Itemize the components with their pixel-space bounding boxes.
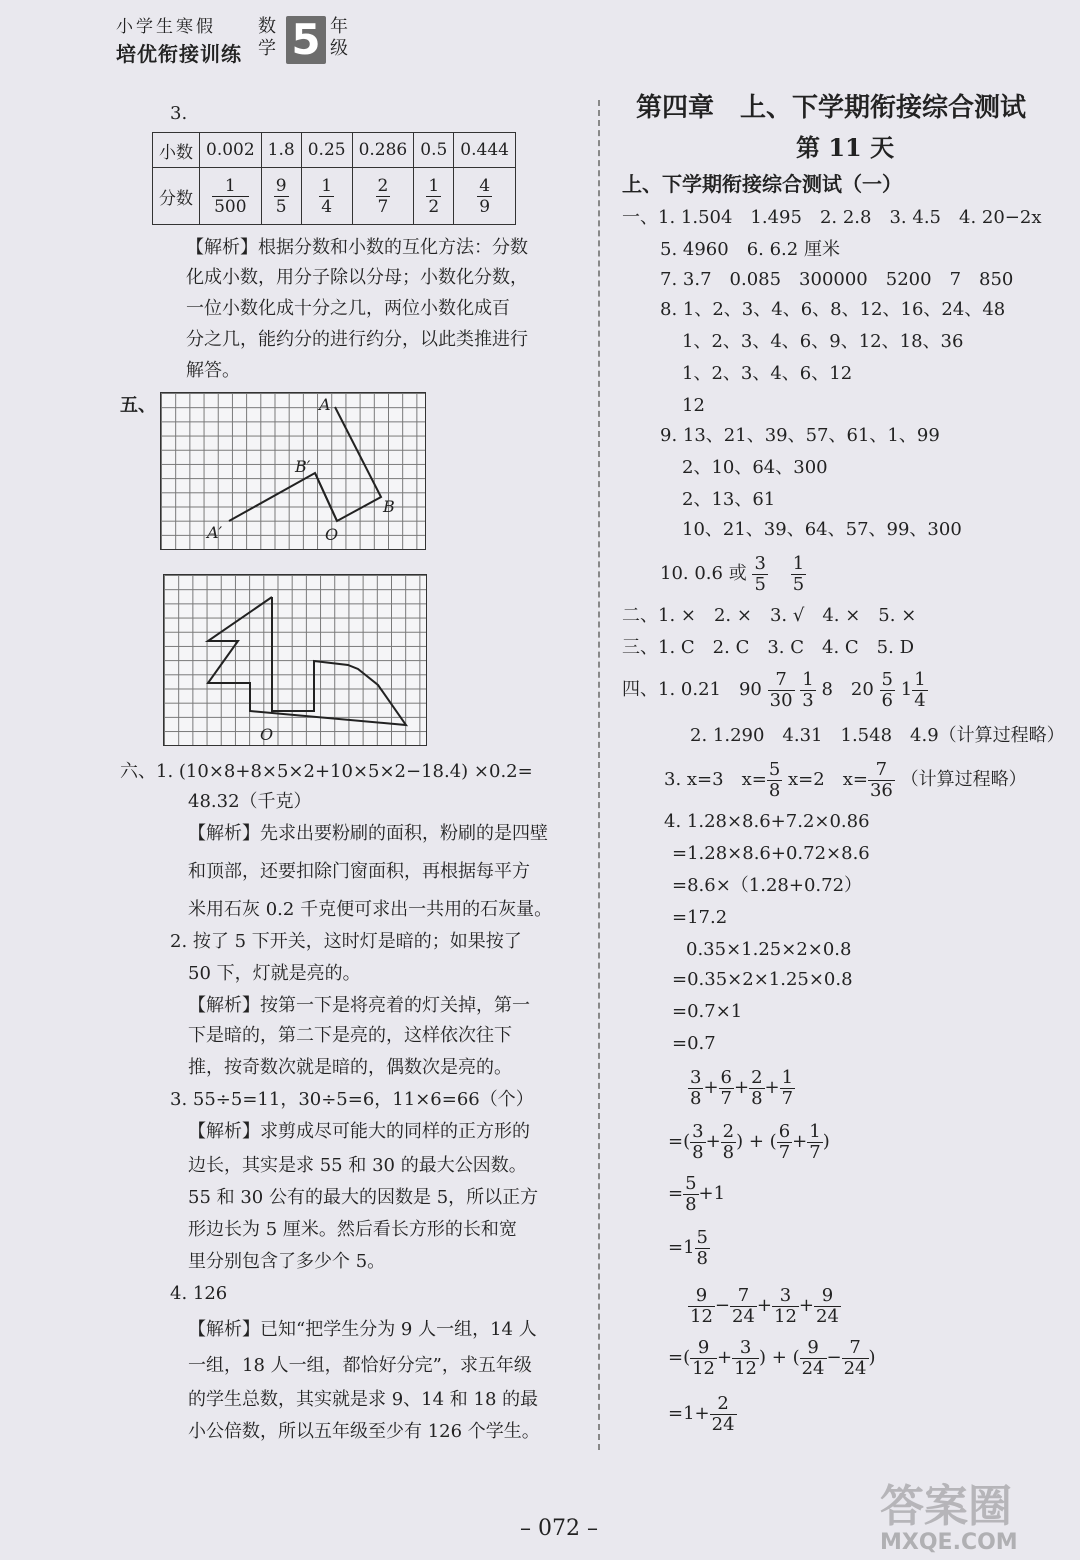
calc-line: =1.28×8.6+0.72×8.6 [672, 843, 870, 864]
watermark-bottom: MXQE.COM [880, 1530, 1018, 1555]
header-small-title: 小学生寒假 [116, 17, 216, 37]
six-line: 【解析】先求出要粉刷的面积，粉刷的是四壁 [188, 823, 548, 844]
answer-line: 12 [682, 395, 705, 416]
six-line: 【解析】求剪成尽可能大的同样的正方形的 [188, 1121, 530, 1142]
day-title: 第 11 天 [796, 133, 895, 162]
grid-figure-2 [163, 574, 427, 746]
table-cell: $\frac{2}{7}$ [352, 168, 414, 225]
answer-q10: 10. 0.6 或 $\frac{3}{5}$ $\frac{1}{5}$ [660, 552, 805, 595]
calc-line: =0.7 [672, 1033, 716, 1054]
grid-figure-1 [160, 392, 426, 550]
answer-line: 1、2、3、4、6、12 [682, 363, 853, 384]
six-line: 2. 按了 5 下开关，这时灯是暗的；如果按了 [170, 931, 522, 952]
table-cell: $\frac{1}{4}$ [301, 168, 352, 225]
six-line: 米用石灰 0.2 千克便可求出一共用的石灰量。 [188, 899, 553, 920]
shape-figure [164, 575, 426, 745]
six-line: 50 下，灯就是亮的。 [188, 963, 361, 984]
section-five-label: 五、 [120, 395, 156, 416]
watermark-logo [880, 1470, 1070, 1555]
answer-section-four-1: 四、1. 0.21 90 $\frac{7}{30}$ $\frac{1}{3}$ 8 20 $\frac{5}{6}$ 1 $\frac{1}{4}$ [622, 668, 926, 711]
answer-line: 2、13、61 [682, 489, 776, 510]
point-o2-label: O [260, 725, 274, 744]
section-title: 上、下学期衔接综合测试（一） [622, 172, 902, 196]
answer-section-three: 三、1. C 2. C 3. C 4. C 5. D [622, 637, 914, 658]
table-cell: 分数 [153, 168, 200, 225]
answer-line: 9. 13、21、39、57、61、1、99 [660, 425, 940, 446]
header-grade-number: 5 [286, 16, 326, 64]
six-line: 边长，其实是求 55 和 30 的最大公因数。 [188, 1155, 527, 1176]
explain-line: 【解析】根据分数和小数的互化方法：分数 [186, 237, 528, 258]
fraction-expr-7: =1+ $\frac{2}{24}$ [668, 1392, 735, 1435]
six-line: 小公倍数，所以五年级至少有 126 个学生。 [188, 1421, 540, 1442]
answer-line: 1、2、3、4、6、9、12、18、36 [682, 331, 964, 352]
explain-line: 分之几，能约分的进行约分，以此类推进行 [186, 329, 528, 350]
table-cell: $\frac{9}{5}$ [261, 168, 301, 225]
table-cell: 小数 [153, 133, 200, 168]
fraction-expr-4: =1 $\frac{5}{8}$ [668, 1226, 708, 1269]
table-cell: $\frac{4}{9}$ [454, 168, 516, 225]
calc-line: =17.2 [672, 907, 728, 928]
point-bprime-label: B′ [295, 457, 311, 476]
calc-line: 4. 1.28×8.6+7.2×0.86 [664, 811, 870, 832]
answer-section-two: 二、1. × 2. × 3. √ 4. × 5. × [622, 605, 917, 626]
table-cell: 0.286 [352, 133, 414, 168]
six-line: 【解析】按第一下是将亮着的灯关掉，第一 [188, 995, 530, 1016]
fraction-expr-2: =( $\frac{3}{8}$ + $\frac{2}{8}$ ) + ( $\frac{6}{7}$ + $\frac{1}{7}$ ) [668, 1120, 830, 1163]
six-line: 的学生总数，其实就是求 9、14 和 18 的最 [188, 1389, 539, 1410]
page-number: – 072 – [520, 1516, 598, 1541]
six-line: 55 和 30 公有的最大的因数是 5，所以正方 [188, 1187, 539, 1208]
header-grade-word: 年级 [330, 16, 348, 59]
table-cell: $\frac{1}{2}$ [414, 168, 454, 225]
rotation-figure [161, 393, 425, 549]
fraction-expr-6: =( $\frac{9}{12}$ + $\frac{3}{12}$ ) + ( $\frac{9}{24}$ − $\frac{7}{24}$ ) [668, 1336, 876, 1379]
table-cell: 0.25 [301, 133, 352, 168]
table-cell: 0.5 [414, 133, 454, 168]
header-big-title: 培优衔接训练 [116, 42, 242, 66]
point-o-label: O [325, 525, 339, 544]
point-a-label: A [319, 395, 331, 414]
calc-line: 0.35×1.25×2×0.8 [686, 939, 852, 960]
six-line: 里分别包含了多少个 5。 [188, 1251, 386, 1272]
calc-line: =0.7×1 [672, 1001, 743, 1022]
book-header [112, 8, 370, 64]
answer-four-2: 2. 1.290̇ 4.31 1.548 4.9（计算过程略） [690, 725, 1065, 746]
watermark-top: 答案圈 [880, 1481, 1012, 1532]
point-aprime-label: A′ [207, 523, 223, 542]
six-line: 下是暗的，第二下是亮的，这样依次往下 [188, 1025, 512, 1046]
calc-line: =8.6×（1.28+0.72） [672, 875, 863, 896]
fraction-expr-3: = $\frac{5}{8}$ +1 [668, 1172, 726, 1215]
fraction-expr-1: $\frac{3}{8}$ + $\frac{6}{7}$ + $\frac{2}{8}$ + $\frac{1}{7}$ [690, 1066, 794, 1109]
six-line: 3. 55÷5=11，30÷5=6，11×6=66（个） [170, 1089, 534, 1110]
answer-line: 2、10、64、300 [682, 457, 828, 478]
point-b-label: B [383, 497, 395, 516]
table-cell: 1.8 [261, 133, 301, 168]
table-cell: 0.002 [200, 133, 262, 168]
decimal-fraction-table [152, 132, 516, 225]
explain-line: 一位小数化成十分之几，两位小数化成百 [186, 298, 510, 319]
answer-line: 7. 3.7 0.085 300000 5200 7 850 [660, 269, 1014, 290]
six-line: 【解析】已知“把学生分为 9 人一组，14 人 [188, 1319, 537, 1340]
table-cell: $\frac{1}{500}$ [200, 168, 262, 225]
six-line: 和顶部，还要扣除门窗面积，再根据每平方 [188, 861, 530, 882]
answer-line: 一、1. 1.504 1.495 2. 2.8 3. 4.5 4. 20−2x [622, 207, 1042, 228]
q3-label: 3. [170, 103, 188, 124]
six-line: 形边长为 5 厘米。然后看长方形的长和宽 [188, 1219, 517, 1240]
six-line: 六、1. (10×8+8×5×2+10×5×2−18.4) ×0.2= [120, 761, 533, 782]
six-line: 一组，18 人一组，都恰好分完”，求五年级 [188, 1355, 532, 1376]
column-divider [598, 100, 600, 1450]
six-line: 48.32（千克） [188, 791, 312, 812]
header-subject: 数学 [258, 16, 276, 59]
chapter-title: 第四章 上、下学期衔接综合测试 [636, 93, 1027, 123]
answer-four-3: 3. x=3 x= $\frac{5}{8}$ x=2 x= $\frac{7}{36}$ （计算过程略） [664, 758, 1027, 801]
explain-line: 解答。 [186, 360, 240, 381]
answer-line: 8. 1、2、3、4、6、8、12、16、24、48 [660, 299, 1006, 320]
fraction-expr-5: $\frac{9}{12}$ − $\frac{7}{24}$ + $\frac{3}{12}$ + $\frac{9}{24}$ [690, 1284, 839, 1327]
answer-line: 5. 4960 6. 6.2 厘米 [660, 239, 840, 260]
answer-line: 10、21、39、64、57、99、300 [682, 519, 962, 540]
explain-line: 化成小数，用分子除以分母；小数化分数， [186, 267, 528, 288]
table-cell: 0.444 [454, 133, 516, 168]
six-line: 推，按奇数次就是暗的，偶数次是亮的。 [188, 1057, 512, 1078]
six-line: 4. 126 [170, 1283, 228, 1304]
calc-line: =0.35×2×1.25×0.8 [672, 969, 853, 990]
